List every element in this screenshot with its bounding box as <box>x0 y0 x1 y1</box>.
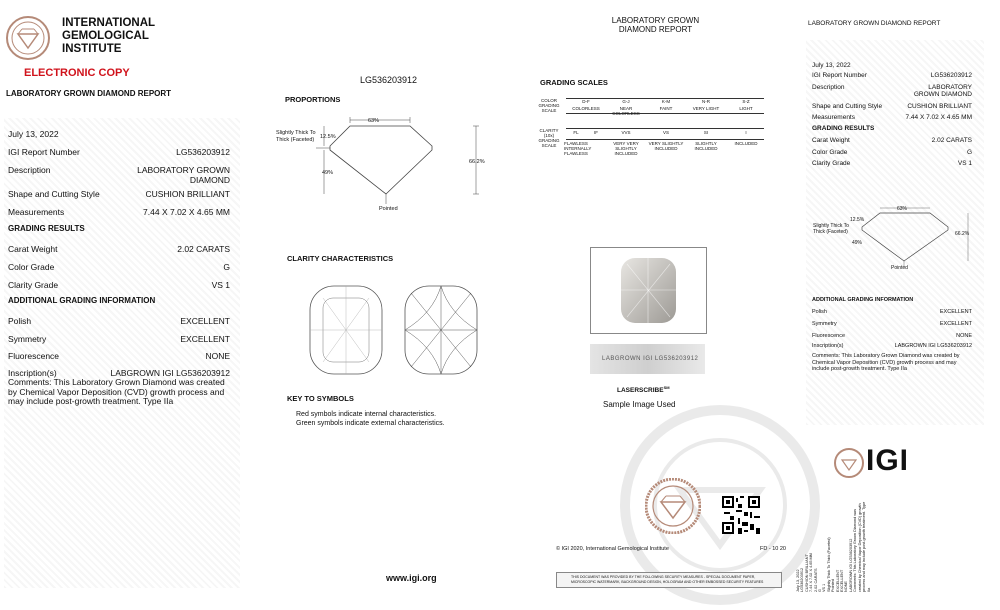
diamond-photo-icon <box>591 248 706 333</box>
left-color-grade <box>8 262 230 272</box>
color-desc: COLORLESS <box>572 106 600 111</box>
laserscribe-text: LASERSCRIBE <box>617 387 664 395</box>
org-line2: GEMOLOGICAL <box>62 30 149 42</box>
mini-report-number: LG536203912 <box>800 567 805 592</box>
left-polish <box>8 316 230 326</box>
clarity-grade: VS <box>662 130 669 135</box>
right-igi-emblem <box>834 448 864 478</box>
field-value: LABORATORY GROWN DIAMOND <box>913 84 972 98</box>
left-field-shape <box>8 189 230 199</box>
org-line3: INSTITUTE <box>62 43 122 55</box>
right-field-measurements <box>812 114 972 121</box>
clarity-grade: FL <box>573 130 579 135</box>
mini-date: July 13, 2022 <box>796 569 800 592</box>
mini-symmetry: EXCELLENT <box>840 569 845 592</box>
org-name <box>62 17 155 56</box>
clarity-desc: INCLUDED <box>734 141 758 146</box>
left-comments: Comments: This Laboratory Grown Diamond was created by Chemical Vapor Deposition (CVD) growth process and may include post-growth treatment. Type IIa <box>8 377 225 406</box>
right-crown-percent: 12.5% <box>850 217 865 223</box>
key-to-symbols-heading: KEY TO SYMBOLS <box>287 394 354 403</box>
right-polish <box>812 309 972 315</box>
field-value: EXCELLENT <box>180 316 230 326</box>
color-grade: N-R <box>702 99 710 104</box>
clarity-desc: VERY SLIGHTLY INCLUDED <box>648 141 684 151</box>
table-percent: 63% <box>368 118 380 124</box>
right-pavilion-percent: 49% <box>852 240 863 246</box>
left-clarity-grade <box>8 280 230 290</box>
copyright-text: © IGI 2020, International Gemological Institute <box>556 546 669 552</box>
field-value: EXCELLENT <box>939 309 972 315</box>
igi-seal-icon <box>6 16 50 60</box>
right-field-report-number <box>812 72 972 79</box>
color-grade: G-J <box>622 99 630 104</box>
right-culet-label: Pointed <box>891 265 908 271</box>
mini-shape: CUSHION BRILLIANT <box>804 554 809 592</box>
culet-label: Pointed <box>379 206 398 212</box>
field-label: Color Grade <box>8 262 55 272</box>
field-value: LG536203912 <box>930 72 972 79</box>
pavilion-percent: 49% <box>322 170 334 176</box>
left-symmetry <box>8 334 230 344</box>
left-fluorescence <box>8 351 230 361</box>
center-report-title <box>608 16 703 34</box>
right-symmetry <box>812 321 972 327</box>
igi-logo <box>6 16 50 60</box>
clarity-grade: I <box>745 130 747 135</box>
proportions-diagram <box>276 112 496 222</box>
left-field-measurements <box>8 207 230 217</box>
field-value: LABGROWN IGI LG536203912 <box>894 343 972 349</box>
field-value: 2.02 CARATS <box>931 137 972 144</box>
field-label: Inscription(s) <box>812 343 844 349</box>
right-comments: Comments: This Laboratory Grown Diamond was created by Chemical Vapor Deposition (CVD) growth process and may include post-growth treatment. Type IIa <box>812 353 960 372</box>
field-value: EXCELLENT <box>939 321 972 327</box>
qr-code[interactable] <box>722 496 760 534</box>
mini-color: G <box>818 589 823 592</box>
rotated-summary-strip <box>796 500 982 592</box>
clarity-characteristics-heading: CLARITY CHARACTERISTICS <box>287 254 394 263</box>
field-label: Shape and Cutting Style <box>8 189 100 199</box>
clarity-desc: SLIGHTLY INCLUDED <box>694 141 718 151</box>
color-grade: D-F <box>582 99 590 104</box>
clarity-scale-label: CLARITY (10x) GRADING SCALE <box>538 128 560 148</box>
left-additional-heading: ADDITIONAL GRADING INFORMATION <box>8 296 156 305</box>
mini-culet: Pointed <box>831 579 836 592</box>
left-field-description <box>8 165 230 185</box>
center-title-line2: DIAMOND REPORT <box>618 25 693 34</box>
right-field-shape <box>812 103 972 110</box>
field-label: Clarity Grade <box>812 160 851 167</box>
field-value: G <box>966 149 972 156</box>
sample-image-note: Sample Image Used <box>603 400 676 409</box>
field-label: Fluorescence <box>812 333 846 339</box>
mini-polish: EXCELLENT <box>835 569 840 592</box>
field-value: LG536203912 <box>176 147 230 157</box>
laser-inscription-text: LABGROWN IGI LG536203912 <box>602 356 699 362</box>
field-label: Measurements <box>812 114 855 121</box>
field-value: LABORATORY GROWN DIAMOND <box>137 165 230 185</box>
laserscribe-label <box>617 385 670 394</box>
right-additional-heading: ADDITIONAL GRADING INFORMATION <box>812 297 914 303</box>
color-desc: VERY LIGHT <box>692 106 720 111</box>
mini-measurements: 7.44 X 7.02 X 4.65 MM <box>809 553 814 592</box>
right-date: July 13, 2022 <box>812 62 851 69</box>
electronic-copy-label: ELECTRONIC COPY <box>24 67 130 79</box>
field-label: Carat Weight <box>8 244 58 254</box>
field-value: EXCELLENT <box>180 334 230 344</box>
right-fluorescence <box>812 333 972 339</box>
clarity-grade: VVS <box>621 130 631 135</box>
clarity-grade: IF <box>594 130 598 135</box>
field-value: 7.44 X 7.02 X 4.65 MM <box>905 114 972 121</box>
color-scale-label: COLOR GRADING SCALE <box>538 98 560 113</box>
right-carat-weight <box>812 137 972 144</box>
field-label: Measurements <box>8 207 65 217</box>
field-value: VS 1 <box>957 160 972 167</box>
left-carat-weight <box>8 244 230 254</box>
field-value: 7.44 X 7.02 X 4.65 MM <box>143 207 230 217</box>
left-grading-results-heading: GRADING RESULTS <box>8 224 85 233</box>
color-desc: LIGHT <box>739 106 753 111</box>
center-title-line1: LABORATORY GROWN <box>611 16 700 25</box>
left-report-title: LABORATORY GROWN DIAMOND REPORT <box>6 89 172 98</box>
igi-emblem-icon <box>834 448 864 478</box>
mini-fluorescence: NONE <box>844 581 849 592</box>
right-depth-percent: 66.2% <box>955 231 970 237</box>
website-link[interactable]: www.igi.org <box>386 573 437 583</box>
field-label: Carat Weight <box>812 137 850 144</box>
field-value: LABGROWN IGI LG536203912 <box>110 368 230 378</box>
right-field-description <box>812 84 972 98</box>
right-igi-logo-text: IGI <box>866 444 910 477</box>
right-table-percent: 63% <box>897 206 908 212</box>
field-value: NONE <box>205 351 230 361</box>
clarity-desc: VERY VERY SLIGHTLY INCLUDED <box>613 141 639 156</box>
field-value: VS 1 <box>211 280 230 290</box>
clarity-plot <box>305 283 485 378</box>
color-desc: NEAR COLORLESS <box>612 106 640 116</box>
report-number-header: LG536203912 <box>360 75 418 85</box>
field-label: Fluorescence <box>8 351 60 361</box>
field-label: IGI Report Number <box>812 72 867 79</box>
field-label: Shape and Cutting Style <box>812 103 883 110</box>
disclaimer-text: THIS DOCUMENT WAS PROVIDED BY THE FOLLOWING SECURITY MEASURES - SPECIAL DOCUMENT PAPER, MICROSCOPIC WATERMARK, BACKGROUND DESIGN, HOLOGRAM AND OTHER EMBOSSED SECURITY FEATURES <box>571 575 764 584</box>
color-grade: K-M <box>661 99 671 104</box>
rotated-summary-content <box>796 500 982 592</box>
field-label: Description <box>8 165 51 175</box>
field-label: Clarity Grade <box>8 280 59 290</box>
mini-carat: 2.02 CARATS <box>813 568 818 592</box>
key-line1: Red symbols indicate internal characteristics. <box>296 411 437 418</box>
form-code: FD - 10 20 <box>760 546 786 552</box>
mini-comments: Comments: This Laboratory Grown Diamond was created by Chemical Vapor Deposition (CVD) growth process and may include post-growth treatment. Type IIa <box>853 501 871 592</box>
left-field-report-number <box>8 147 230 157</box>
laserscribe-sm: SM <box>663 385 670 390</box>
field-value: 2.02 CARATS <box>177 244 230 254</box>
qr-code-icon <box>722 496 760 534</box>
laser-inscription-image <box>590 344 705 374</box>
key-to-symbols-text <box>296 411 445 428</box>
right-grading-results-heading: GRADING RESULTS <box>812 125 875 132</box>
field-label: Color Grade <box>812 149 848 156</box>
girdle-label: Slightly Thick To Thick (Faceted) <box>276 130 316 143</box>
field-value: G <box>223 262 230 272</box>
field-label: Polish <box>8 316 32 326</box>
field-value: CUSHION BRILLIANT <box>907 103 972 110</box>
field-label: Polish <box>812 309 827 315</box>
mini-inscription: LABGROWN IGI LG536203912 <box>848 538 853 592</box>
right-inscription <box>812 343 972 349</box>
diamond-photo <box>590 247 707 334</box>
clarity-desc: FLAWLESS <box>564 141 588 146</box>
igi-seal <box>645 478 701 534</box>
security-disclaimer <box>556 572 782 588</box>
mini-clarity: VS 1 <box>822 583 827 592</box>
field-label: Description <box>812 84 845 91</box>
mini-girdle: Slightly Thick To Thick (Faceted) <box>826 537 831 592</box>
field-label: IGI Report Number <box>8 147 80 157</box>
depth-percent: 66.2% <box>469 159 485 165</box>
clarity-desc: INTERNALLY FLAWLESS <box>564 146 592 156</box>
right-proportions-diagram <box>810 203 980 275</box>
proportions-heading: PROPORTIONS <box>285 95 341 104</box>
right-color-grade <box>812 149 972 156</box>
color-desc: FAINT <box>659 106 673 111</box>
field-value: CUSHION BRILLIANT <box>145 189 230 199</box>
grading-scales-table <box>530 94 770 164</box>
field-label: Symmetry <box>8 334 47 344</box>
field-value: NONE <box>956 333 972 339</box>
right-clarity-grade <box>812 160 972 167</box>
cushion-plot-icon <box>305 283 485 378</box>
right-girdle-label: Slightly Thick To Thick (Faceted) <box>813 223 849 235</box>
right-report-title: LABORATORY GROWN DIAMOND REPORT <box>808 20 941 27</box>
grading-scales-heading: GRADING SCALES <box>540 78 608 87</box>
color-grade: S-Z <box>742 99 750 104</box>
left-date: July 13, 2022 <box>8 129 59 139</box>
igi-seal-stamp-icon <box>645 478 701 534</box>
field-label: Inscription(s) <box>8 368 57 378</box>
org-line1: INTERNATIONAL <box>62 17 156 29</box>
key-line2: Green symbols indicate external characteristics. <box>296 419 445 427</box>
clarity-grade: SI <box>703 130 709 135</box>
field-label: Symmetry <box>812 321 837 327</box>
crown-percent: 12.5% <box>320 134 336 140</box>
